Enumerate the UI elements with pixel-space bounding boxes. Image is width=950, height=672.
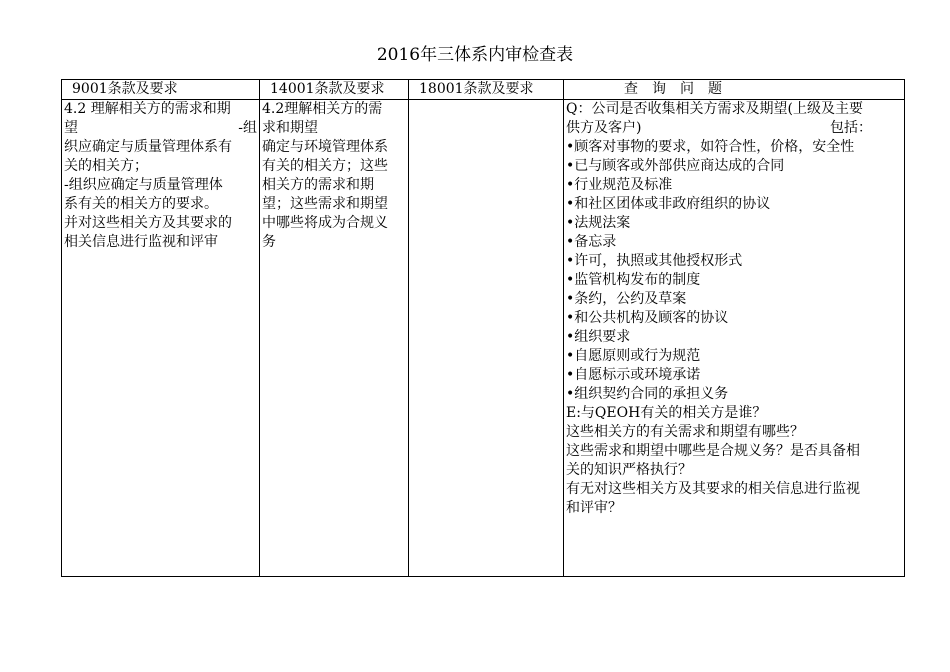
bullet-item: •行业规范及标准 bbox=[566, 177, 673, 193]
text-line: 有无对这些相关方及其要求的相关信息进行监视 bbox=[566, 481, 860, 497]
text-line: -组织应确定与质量管理体 bbox=[64, 177, 223, 193]
text-line: 4.2 理解相关方的需求和期 bbox=[64, 101, 231, 117]
bullet-item: •许可，执照或其他授权形式 bbox=[566, 253, 743, 269]
text-line: 并对这些相关方及其要求的 bbox=[64, 215, 232, 231]
text-line: 关的知识严格执行？ bbox=[566, 462, 692, 478]
text-line bbox=[566, 119, 902, 138]
table-header-row bbox=[62, 80, 905, 100]
table-row bbox=[62, 100, 905, 577]
text-fragment: 包括： bbox=[830, 120, 872, 136]
text-line: 求和期望 bbox=[262, 120, 318, 136]
bullet-item: •组织契约合同的承担义务 bbox=[566, 386, 729, 402]
text-line: 相关方的需求和期 bbox=[262, 177, 374, 193]
header-14001: 14001条款及要求 bbox=[260, 80, 409, 100]
cell-query-questions bbox=[564, 100, 905, 577]
text-line: 有关的相关方；这些 bbox=[262, 158, 388, 174]
page-title: 2016年三体系内审检查表 bbox=[376, 45, 574, 65]
text-fragment: 望 bbox=[64, 120, 78, 136]
cell-18001-requirements bbox=[409, 100, 564, 577]
text-fragment: 供方及客户) bbox=[566, 120, 642, 136]
header-18001: 18001条款及要求 bbox=[409, 80, 564, 100]
text-line: 这些需求和期望中哪些是合规义务？是否具备相 bbox=[566, 443, 860, 459]
text-line: 4.2理解相关方的需 bbox=[262, 101, 383, 117]
text-line: 系有关的相关方的要求。 bbox=[64, 196, 218, 212]
bullet-item: •已与顾客或外部供应商达成的合同 bbox=[566, 158, 785, 174]
bullet-item: •和公共机构及顾客的协议 bbox=[566, 310, 729, 326]
bullet-item: •监管机构发布的制度 bbox=[566, 272, 701, 288]
cell-9001-requirements bbox=[62, 100, 260, 577]
bullet-item: •组织要求 bbox=[566, 329, 631, 345]
text-line: 这些相关方的有关需求和期望有哪些？ bbox=[566, 424, 804, 440]
header-9001: 9001条款及要求 bbox=[62, 80, 260, 100]
text-fragment: -组 bbox=[238, 120, 257, 136]
text-line: 相关信息进行监视和评审 bbox=[64, 234, 218, 250]
cell-14001-requirements bbox=[260, 100, 409, 577]
text-line: 望；这些需求和期望 bbox=[262, 196, 388, 212]
bullet-item: •顾客对事物的要求，如符合性，价格，安全性 bbox=[566, 139, 855, 155]
header-query: 查 询 问 题 bbox=[564, 80, 905, 100]
text-line bbox=[64, 119, 257, 138]
text-line: E:与QEOH有关的相关方是谁？ bbox=[566, 405, 767, 421]
bullet-item: •自愿标示或环境承诺 bbox=[566, 367, 701, 383]
text-line: 织应确定与质量管理体系有 bbox=[64, 139, 232, 155]
text-line: Q：公司是否收集相关方需求及期望(上级及主要 bbox=[566, 101, 863, 117]
bullet-item: •和社区团体或非政府组织的协议 bbox=[566, 196, 771, 212]
text-line: 关的相关方； bbox=[64, 158, 148, 174]
text-line: 确定与环境管理体系 bbox=[262, 139, 388, 155]
bullet-item: •自愿原则或行为规范 bbox=[566, 348, 701, 364]
bullet-item: •条约，公约及草案 bbox=[566, 291, 687, 307]
bullet-item: •备忘录 bbox=[566, 234, 617, 250]
text-line: 中哪些将成为合规义 bbox=[262, 215, 388, 231]
bullet-item: •法规法案 bbox=[566, 215, 631, 231]
text-line: 和评审？ bbox=[566, 500, 622, 516]
audit-checklist-table bbox=[61, 79, 905, 577]
text-line: 务 bbox=[262, 234, 276, 250]
